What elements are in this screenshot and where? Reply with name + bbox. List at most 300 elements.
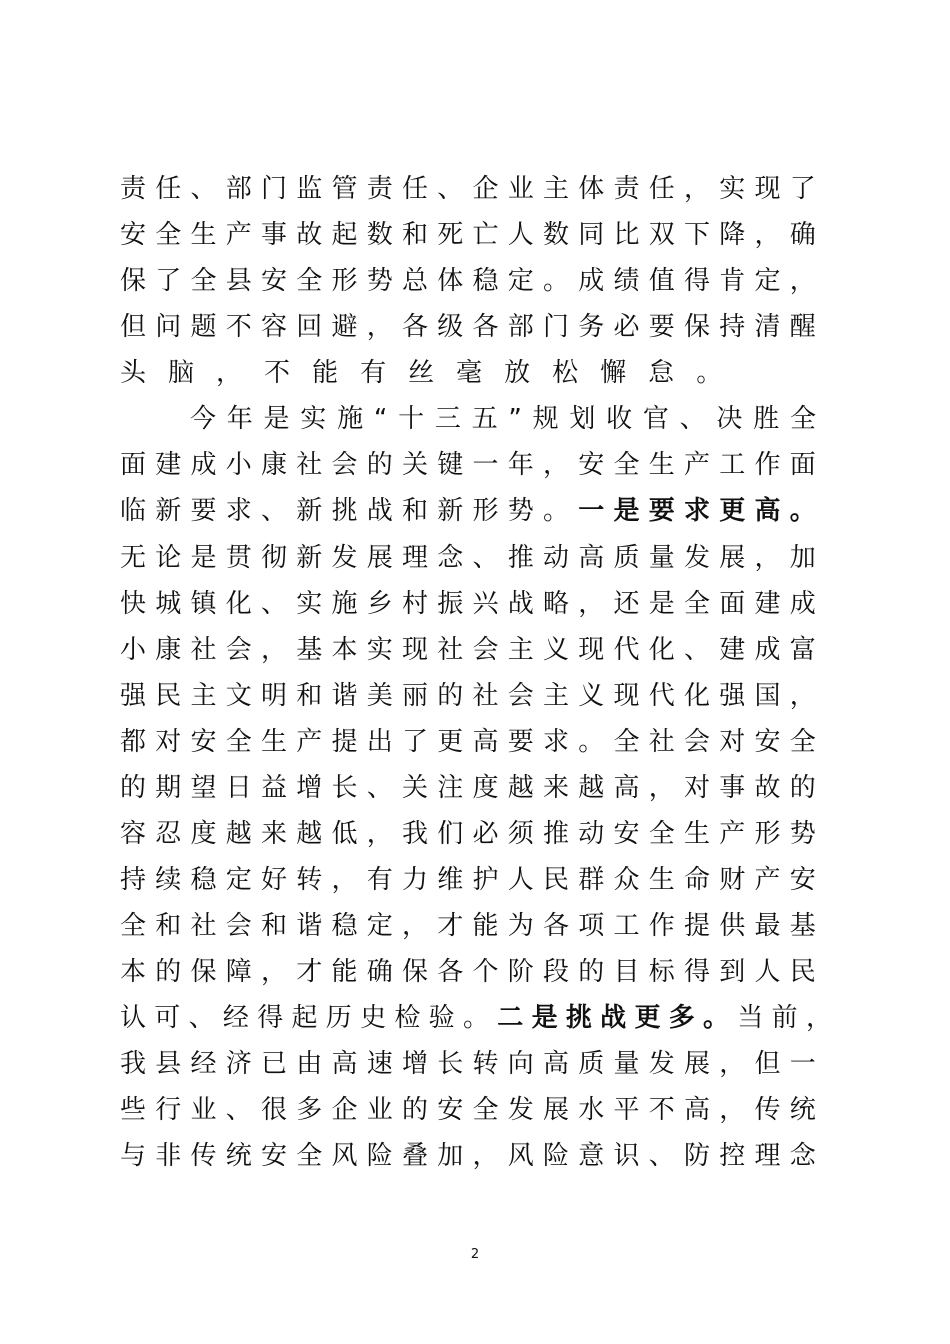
text-char: 官 <box>642 404 669 434</box>
text-char: 各 <box>543 911 570 941</box>
text-char: 责 <box>366 174 393 204</box>
text-char: 县 <box>155 1049 182 1079</box>
text-char: 收 <box>606 404 633 434</box>
text-char: 稳 <box>331 911 358 941</box>
text-char: 由 <box>296 1049 323 1079</box>
text-char: 会 <box>225 911 252 941</box>
text-char: 双 <box>648 220 675 250</box>
text-char: 了 <box>402 727 429 757</box>
text-char: 怠 <box>648 358 675 388</box>
text-char: 长 <box>437 1049 464 1079</box>
text-char: 势 <box>366 266 393 296</box>
text-char: 发 <box>331 543 358 573</box>
text-char: 产 <box>684 450 711 480</box>
text-char: 稳 <box>472 266 499 296</box>
text-char: 质 <box>613 543 640 573</box>
text-char: ， <box>789 266 816 296</box>
text-char: 供 <box>719 911 746 941</box>
text-char: 安 <box>437 1095 464 1125</box>
text-char: 。 <box>543 266 570 296</box>
text-char: 安 <box>613 819 640 849</box>
text-char: 生 <box>261 727 288 757</box>
text-line <box>120 814 816 854</box>
text-char: 量 <box>613 1049 640 1079</box>
text-char: 推 <box>507 543 534 573</box>
text-char: 关 <box>402 450 429 480</box>
text-char: 懈 <box>600 358 627 388</box>
text-char: 全 <box>225 727 252 757</box>
text-char: 认 <box>120 1003 147 1033</box>
text-line <box>120 1090 816 1130</box>
text-char: 越 <box>578 773 605 803</box>
text-char: ， <box>719 1049 746 1079</box>
text-char: 们 <box>437 819 464 849</box>
text-char: 亡 <box>472 220 499 250</box>
text-char: 业 <box>507 174 534 204</box>
text-char: 是 <box>263 404 290 434</box>
text-char: 会 <box>331 450 358 480</box>
text-char: ， <box>789 681 816 711</box>
text-char: 实 <box>719 174 746 204</box>
text-char: 展 <box>719 543 746 573</box>
text-char: 的 <box>155 957 182 987</box>
text-char: ， <box>684 174 711 204</box>
text-char: 我 <box>402 819 429 849</box>
text-char: 部 <box>225 174 252 204</box>
text-char: 安 <box>120 220 147 250</box>
text-char: 事 <box>261 220 288 250</box>
text-char: 已 <box>261 1049 288 1079</box>
text-char: 清 <box>754 312 781 342</box>
text-char: 施 <box>337 404 364 434</box>
text-char: 得 <box>257 1003 284 1033</box>
text-char: 。 <box>696 358 723 388</box>
text-char: 对 <box>719 727 746 757</box>
text-char: 理 <box>754 1141 781 1171</box>
text-char: 的 <box>120 773 147 803</box>
text-char: 风 <box>331 1141 358 1171</box>
text-char: 是 <box>531 1003 558 1033</box>
text-char: 安 <box>190 727 217 757</box>
text-char: 望 <box>190 773 217 803</box>
text-char: 和 <box>296 681 323 711</box>
text-char: 求 <box>684 496 711 526</box>
text-char: 传 <box>190 1141 217 1171</box>
text-char: 强 <box>120 681 147 711</box>
text-char: 高 <box>684 1095 711 1125</box>
text-char: 民 <box>155 681 182 711</box>
text-char: 转 <box>296 865 323 895</box>
text-char: 主 <box>543 681 570 711</box>
text-char: 全 <box>789 404 816 434</box>
text-char: 。 <box>578 727 605 757</box>
text-char: 安 <box>578 450 605 480</box>
text-char: 键 <box>437 450 464 480</box>
text-char: 工 <box>719 450 746 480</box>
text-char: 形 <box>754 819 781 849</box>
text-char: 民 <box>789 957 816 987</box>
text-char: 社 <box>190 635 217 665</box>
text-char: 责 <box>613 174 640 204</box>
text-char: 本 <box>120 957 147 987</box>
text-char: 醒 <box>789 312 816 342</box>
text-char: ， <box>261 957 288 987</box>
text-char: 推 <box>543 819 570 849</box>
text-char: 须 <box>507 819 534 849</box>
text-char: 转 <box>472 1049 499 1079</box>
text-char: 文 <box>225 681 252 711</box>
text-char: 高 <box>578 543 605 573</box>
text-char: 期 <box>155 773 182 803</box>
text-line <box>120 768 816 808</box>
text-char: 高 <box>472 727 499 757</box>
text-char: 主 <box>507 635 534 665</box>
text-char: 作 <box>754 450 781 480</box>
text-char: 险 <box>366 1141 393 1171</box>
text-char: 回 <box>296 312 323 342</box>
text-line <box>120 353 816 393</box>
text-char: 的 <box>437 681 464 711</box>
text-char: 论 <box>155 543 182 573</box>
text-char: 势 <box>507 496 534 526</box>
text-char: 全 <box>296 266 323 296</box>
text-char: 主 <box>543 174 570 204</box>
text-char: 略 <box>543 589 570 619</box>
text-char: 容 <box>120 819 147 849</box>
text-char: 不 <box>264 358 291 388</box>
text-char: 来 <box>261 819 288 849</box>
text-char: 脑 <box>168 358 195 388</box>
text-char: 和 <box>402 496 429 526</box>
text-char: 越 <box>225 819 252 849</box>
text-char: 确 <box>789 220 816 250</box>
text-line <box>120 261 816 301</box>
text-char: 业 <box>366 1095 393 1125</box>
text-char: 新 <box>155 496 182 526</box>
text-char: 众 <box>613 865 640 895</box>
text-char: 成 <box>789 589 816 619</box>
text-char: 战 <box>507 589 534 619</box>
text-char: 些 <box>120 1095 147 1125</box>
text-char: 提 <box>331 727 358 757</box>
text-char: 县 <box>225 266 252 296</box>
text-char: 临 <box>120 496 147 526</box>
text-char: ， <box>216 358 243 388</box>
text-char: 史 <box>360 1003 387 1033</box>
text-char: 会 <box>507 681 534 711</box>
text-char: 命 <box>684 865 711 895</box>
text-char: 全 <box>613 450 640 480</box>
text-char: 问 <box>155 312 182 342</box>
text-char: 现 <box>754 174 781 204</box>
text-char: 是 <box>648 589 675 619</box>
text-char: 前 <box>771 1003 798 1033</box>
text-char: 平 <box>613 1095 640 1125</box>
text-char: 不 <box>648 1095 675 1125</box>
text-char: 到 <box>719 957 746 987</box>
text-char: 无 <box>120 543 147 573</box>
text-char: 人 <box>507 220 534 250</box>
text-char: 加 <box>789 543 816 573</box>
text-char: 强 <box>719 681 746 711</box>
text-char: 护 <box>472 865 499 895</box>
text-char: 成 <box>190 450 217 480</box>
page-number: 2 <box>470 1247 480 1262</box>
text-char: 安 <box>789 865 816 895</box>
text-char: 一 <box>578 496 605 526</box>
text-char: 肯 <box>719 266 746 296</box>
text-char: 有 <box>360 358 387 388</box>
text-char: 是 <box>613 496 640 526</box>
text-char: 段 <box>543 957 570 987</box>
text-char: 能 <box>472 911 499 941</box>
text-char: 、 <box>261 496 288 526</box>
text-char: 责 <box>120 174 147 204</box>
text-char: 兴 <box>472 589 499 619</box>
text-char: 数 <box>543 220 570 250</box>
text-char: 。 <box>789 496 816 526</box>
text-char: 为 <box>507 911 534 941</box>
text-char: 作 <box>648 911 675 941</box>
text-char: 化 <box>684 681 711 711</box>
text-char: 生 <box>190 220 217 250</box>
text-line <box>120 445 816 485</box>
text-char: 、 <box>261 589 288 619</box>
text-char: 动 <box>578 819 605 849</box>
text-char: 目 <box>613 957 640 987</box>
text-char: 生 <box>648 450 675 480</box>
text-char: 安 <box>261 1141 288 1171</box>
text-char: 民 <box>543 865 570 895</box>
text-char: 多 <box>668 1003 695 1033</box>
text-char: 更 <box>634 1003 661 1033</box>
text-char: 明 <box>261 681 288 711</box>
text-line <box>120 860 816 900</box>
text-char: 求 <box>225 496 252 526</box>
text-char: 长 <box>331 773 358 803</box>
text-char: 建 <box>754 589 781 619</box>
text-char: 战 <box>366 496 393 526</box>
text-line <box>120 722 816 762</box>
text-char: 保 <box>402 957 429 987</box>
text-char: 镇 <box>190 589 217 619</box>
text-char: 、 <box>679 404 706 434</box>
text-char: 建 <box>719 635 746 665</box>
text-char: 年 <box>507 450 534 480</box>
text-char: 防 <box>684 1141 711 1171</box>
text-char: 定 <box>507 266 534 296</box>
text-char: 和 <box>155 911 182 941</box>
text-char: 要 <box>648 496 675 526</box>
text-char: 检 <box>394 1003 421 1033</box>
text-char: 形 <box>472 496 499 526</box>
text-char: 低 <box>331 819 358 849</box>
text-char: 社 <box>190 911 217 941</box>
text-char: 挑 <box>565 1003 592 1033</box>
text-char: 的 <box>366 450 393 480</box>
text-char: 五 <box>471 404 498 434</box>
text-char: 好 <box>261 865 288 895</box>
text-char: 定 <box>366 911 393 941</box>
text-char: 国 <box>754 681 781 711</box>
text-char: 面 <box>719 589 746 619</box>
text-line <box>120 491 816 531</box>
text-char: 十 <box>398 404 425 434</box>
text-char: 丝 <box>408 358 435 388</box>
text-char: 才 <box>296 957 323 987</box>
text-char: 任 <box>402 174 429 204</box>
text-char: 划 <box>569 404 596 434</box>
text-char: 持 <box>120 865 147 895</box>
text-char: 控 <box>719 1141 746 1171</box>
text-char: 续 <box>155 865 182 895</box>
text-char: 增 <box>402 1049 429 1079</box>
text-char: 持 <box>719 312 746 342</box>
text-char: 代 <box>648 681 675 711</box>
text-char: ， <box>648 773 675 803</box>
text-char: 实 <box>366 635 393 665</box>
text-char: 一 <box>472 450 499 480</box>
text-char: 与 <box>120 1141 147 1171</box>
text-char: 一 <box>789 1049 816 1079</box>
text-char: 基 <box>296 635 323 665</box>
text-char: 的 <box>578 957 605 987</box>
text-char: 水 <box>578 1095 605 1125</box>
text-char: 本 <box>331 635 358 665</box>
text-char: 度 <box>472 773 499 803</box>
text-char: 故 <box>296 220 323 250</box>
text-char: 生 <box>648 865 675 895</box>
text-char: 定 <box>754 266 781 296</box>
text-char: 当 <box>737 1003 764 1033</box>
text-char: 和 <box>402 220 429 250</box>
text-char: 值 <box>648 266 675 296</box>
text-char: 质 <box>578 1049 605 1079</box>
text-char: 要 <box>648 312 675 342</box>
text-char: ， <box>402 911 429 941</box>
text-char: ， <box>578 589 605 619</box>
text-char: 故 <box>754 773 781 803</box>
text-char: 才 <box>437 911 464 941</box>
text-char: 快 <box>120 589 147 619</box>
text-char: 美 <box>366 681 393 711</box>
text-char: 历 <box>325 1003 352 1033</box>
text-char: 体 <box>437 266 464 296</box>
text-char: 得 <box>684 957 711 987</box>
text-char: 企 <box>331 1095 358 1125</box>
text-line <box>120 1136 816 1176</box>
text-char: 产 <box>754 865 781 895</box>
text-char: 丽 <box>402 681 429 711</box>
text-char: 标 <box>648 957 675 987</box>
text-char: 、 <box>648 1141 675 1171</box>
text-char: 比 <box>613 220 640 250</box>
text-char: 二 <box>497 1003 524 1033</box>
text-line <box>120 1044 816 1084</box>
text-line <box>120 676 816 716</box>
text-char: 级 <box>437 312 464 342</box>
text-char: 门 <box>543 312 570 342</box>
text-char: 贯 <box>225 543 252 573</box>
text-char: 现 <box>578 635 605 665</box>
text-char: 经 <box>222 1003 249 1033</box>
text-char: 、 <box>437 174 464 204</box>
text-line <box>120 952 816 992</box>
text-line <box>120 169 816 209</box>
text-char: 代 <box>613 635 640 665</box>
text-char: 义 <box>578 681 605 711</box>
text-char: 对 <box>155 727 182 757</box>
text-char: ， <box>805 1003 832 1033</box>
text-char: 、 <box>225 1095 252 1125</box>
text-char: 我 <box>120 1049 147 1079</box>
text-char: 数 <box>366 220 393 250</box>
text-char: 得 <box>684 266 711 296</box>
text-char: 今 <box>190 404 217 434</box>
text-char: 了 <box>789 174 816 204</box>
text-char: 松 <box>552 358 579 388</box>
text-char: 社 <box>472 681 499 711</box>
text-char: 展 <box>366 543 393 573</box>
text-char: 放 <box>504 358 531 388</box>
text-char: 增 <box>296 773 323 803</box>
text-char: 各 <box>472 312 499 342</box>
text-char: 年 <box>226 404 253 434</box>
text-char: 叠 <box>402 1141 429 1171</box>
text-char: 高 <box>754 496 781 526</box>
text-char: 总 <box>402 266 429 296</box>
text-char: 体 <box>578 174 605 204</box>
text-char: 小 <box>225 450 252 480</box>
text-char: 不 <box>225 312 252 342</box>
text-char: 施 <box>331 589 358 619</box>
text-char: 监 <box>296 174 323 204</box>
text-line <box>120 307 816 347</box>
text-char: 都 <box>120 727 147 757</box>
text-char: 事 <box>719 773 746 803</box>
text-char: 会 <box>472 635 499 665</box>
text-char: 很 <box>261 1095 288 1125</box>
text-char: 挑 <box>331 496 358 526</box>
text-char: 必 <box>613 312 640 342</box>
text-char: 容 <box>261 312 288 342</box>
text-char: 胜 <box>753 404 780 434</box>
text-char: 识 <box>613 1141 640 1171</box>
text-char: 可 <box>154 1003 181 1033</box>
text-char: 会 <box>684 727 711 757</box>
text-char: 统 <box>225 1141 252 1171</box>
text-char: 高 <box>543 1049 570 1079</box>
text-char: 出 <box>366 727 393 757</box>
text-char: 保 <box>120 266 147 296</box>
text-char: 彻 <box>261 543 288 573</box>
text-char: 全 <box>613 727 640 757</box>
text-char: 但 <box>120 312 147 342</box>
text-char: 人 <box>507 865 534 895</box>
text-char: 度 <box>190 819 217 849</box>
text-char: 基 <box>789 911 816 941</box>
text-char: 振 <box>437 589 464 619</box>
text-line <box>120 538 816 578</box>
text-char: 、 <box>684 635 711 665</box>
text-char: 项 <box>578 911 605 941</box>
text-char: 各 <box>437 957 464 987</box>
text-char: 全 <box>789 727 816 757</box>
text-char: 。 <box>462 1003 489 1033</box>
text-char: 部 <box>507 312 534 342</box>
text-char: 会 <box>225 635 252 665</box>
text-char: 全 <box>472 1095 499 1125</box>
